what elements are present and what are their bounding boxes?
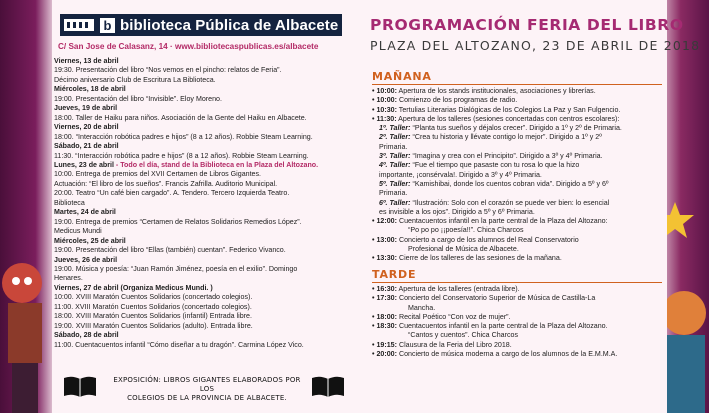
schedule-text: “Crea tu historia y llévate contigo lo mejor”. Dirigido a 1º y 2º [410,133,602,142]
schedule-text: Cuentacuentos infantil en la parte central de la Plaza del Altozano. [396,322,608,331]
agenda-date: Sábado, 28 de abril [54,331,119,340]
schedule-item [372,226,672,235]
schedule-text: “Imagina y crea con el Principito”. Dirigido a 3º y 4º Primaria. [410,152,603,161]
exhibition-line-1: EXPOSICIÓN: LIBROS GIGANTES ELABORADOS POR LOS [113,376,301,393]
schedule-text: “Planta tus sueños y déjalos crecer”. Dirigido a 1º y 2º de Primaria. [410,124,622,133]
schedule-time: • 19:15: [372,340,397,349]
agenda-date: Martes, 24 de abril [54,208,116,217]
open-book-icon [62,374,98,398]
schedule-time: • 18:00: [372,312,397,321]
schedule-item [372,96,672,105]
agenda-item: 19:00. Presentación del libro “Ellas (también) cuentan”. Federico Vivanco. [54,246,286,255]
schedule-item [372,331,672,340]
morning-schedule [372,87,672,264]
schedule-text: Concierto a cargo de los alumnos del Real Conservatorio [396,235,579,244]
schedule-text: “Cantos y cuentos”. Chica Charcos [408,331,518,340]
schedule-item [372,189,672,198]
agenda-item: 19:00. Entrega de premios “Certamen de Relatos Solidarios Remedios López”. [54,217,302,226]
agenda-date: Jueves, 26 de abril [54,255,118,264]
library-address: C/ San Jose de Calasanz, 14 · www.bibliotecaspublicas.es/albacete [58,42,319,51]
schedule-text: “Kamishibai, donde los cuentos cobran vida”. Dirigido a 5º y 6º [410,179,609,188]
schedule-time: • 17:30: [372,294,397,303]
schedule-text: Concierto de música moderna a cargo de los alumnos de la E.M.M.A. [396,350,618,359]
schedule-text: “Ilustración: Solo con el corazón se puede ver bien: lo esencial [410,198,610,207]
workshop-label: 2º. Taller: [379,133,411,142]
schedule-text: “Fue el tiempo que pasaste con tu rosa lo que la hizo [410,161,580,170]
schedule-time: • 10:00: [372,87,397,95]
robot-illustration [0,233,60,413]
schedule-item [372,171,672,180]
exhibition-text [112,376,302,403]
agenda-item: 18:00. “Interacción robótica padres e hijos” (8 a 12 años). Robbie Steam Learning. [54,132,313,141]
schedule-text: Apertura de los talleres (sesiones concertadas con centros escolares): [396,114,620,123]
schedule-item [372,341,672,350]
schedule-item [372,285,672,294]
workshop-label: 3º. Taller: [379,152,411,161]
schedule-item [372,217,672,226]
schedule-item [372,294,672,303]
exhibition-line-2: COLEGIOS DE LA PROVINCIA DE ALBACETE. [127,394,287,402]
library-building-icon [64,17,96,33]
agenda-item: 19:00. Presentación del libro “Invisible”. Eloy Moreno. [54,94,222,103]
schedule-item [372,350,672,359]
schedule-item [372,115,672,124]
schedule-item [372,208,672,217]
schedule-item [372,161,672,170]
agenda-item: Henares. [54,274,83,283]
schedule-item [372,180,672,189]
schedule-item [372,87,672,96]
workshop-label: 4º. Taller: [379,161,411,170]
schedule-text: Cierre de los talleres de las sesiones de la mañana. [396,254,562,263]
schedule-text: Mancha. [408,303,436,312]
agenda-date: Sábado, 21 de abril [54,142,119,151]
program-title: PROGRAMACIÓN FERIA DEL LIBRO [370,16,684,34]
agenda-date: Miércoles, 25 de abril [54,236,126,245]
schedule-item [372,254,672,263]
schedule-text: Profesional de Música de Albacete. [408,245,519,254]
schedule-text: importante, ¡consérvala!. Dirigido a 3º y 4º Primaria. [379,170,542,179]
agenda-date: Viernes, 27 de abril (Organiza Medicus Mundi. ) [54,283,213,292]
agenda-item: 10:00. XVIII Maratón Cuentos Solidarios (concertado colegios). [54,293,253,302]
schedule-item [372,304,672,313]
schedule-item [372,133,672,142]
agenda-item: 11:00. Cuentacuentos infantil “Cómo diseñar a tu dragón”. Carmina López Vico. [54,340,304,349]
schedule-item [372,313,672,322]
schedule-text: Clausura de la Feria del Libro 2018. [396,340,512,349]
agenda-item: 19:00. XVIII Maratón Cuentos Solidarios (adulto). Entrada libre. [54,321,253,330]
agenda-item: 18:00. XVIII Maratón Cuentos Solidarios (infantil) Entrada libre. [54,312,252,321]
agenda-item: 19:00. Música y poesía: “Juan Ramón Jiménez, poesía en el exilio”. Domingo [54,264,298,273]
schedule-time: • 13:00: [372,235,397,244]
afternoon-heading: TARDE [372,268,417,281]
schedule-text: Cuentacuentos infantil en la parte central de la Plaza del Altozano: [396,217,608,226]
agenda-item: 18:00. Taller de Haiku para niños. Asociación de la Gente del Haiku en Albacete. [54,113,307,122]
agenda-list [54,57,350,350]
schedule-item [372,236,672,245]
schedule-text: Apertura de los talleres (entrada libre). [396,285,520,293]
schedule-item [372,124,672,133]
schedule-time: • 16:30: [372,285,397,293]
agenda-item: Medicus Mundi [54,227,102,236]
morning-divider [372,84,662,85]
schedule-time: • 10:30: [372,105,397,114]
schedule-text: Tertulias Literarias Dialógicas de los Colegios La Paz y San Fulgencio. [396,105,621,114]
schedule-text: Apertura de los stands institucionales, asociaciones y librerías. [396,87,596,95]
schedule-text: Primaria. [379,142,408,151]
schedule-item [372,143,672,152]
schedule-time: • 13:30: [372,254,397,263]
library-banner [60,14,342,36]
schedule-time: • 12:00: [372,217,397,226]
agenda-date: Miércoles, 18 de abril [54,85,126,94]
agenda-item: 11:00. XVIII Maratón Cuentos Solidarios (concertado colegios). [54,302,252,311]
morning-heading: MAÑANA [372,70,432,83]
agenda-date: Jueves, 19 de abril [54,104,118,113]
schedule-time: • 18:30: [372,322,397,331]
schedule-time: • 20:00: [372,350,397,359]
content-area [52,0,701,413]
schedule-item [372,245,672,254]
schedule-text: “Po po po ¡¡poesía!!”. Chica Charcos [408,226,524,235]
open-book-icon [310,374,346,398]
schedule-item [372,152,672,161]
agenda-item: 19:30. Presentación del libro “Nos vemos en el pincho: relatos de Feria”. [54,66,282,75]
afternoon-divider [372,282,662,283]
library-logo-letter: b [100,18,115,33]
agenda-item: 20:00. Teatro “Un café bien cargado”. A. Tendero. Tercero Izquierda Teatro. [54,189,290,198]
schedule-text: Primaria. [379,189,408,198]
schedule-item [372,106,672,115]
agenda-item: 10:00. Entrega de premios del XVII Certamen de Libros Gigantes. [54,170,262,179]
schedule-item [372,322,672,331]
exhibition-footer [62,372,347,404]
agenda-item: Décimo aniversario Club de Escritura La Biblioteca. [54,75,216,84]
agenda-highlight: - Todo el día, stand de la Biblioteca en la Plaza del Altozano. [113,160,319,169]
workshop-label: 1º. Taller: [379,124,411,133]
schedule-item [372,199,672,208]
agenda-item: Biblioteca [54,198,85,207]
schedule-text: Concierto del Conservatorio Superior de Música de Castilla-La [396,294,596,303]
agenda-item: 11:30. “Interacción robótica padre e hijos” (8 a 12 años). Robbie Steam Learning. [54,151,309,160]
agenda-date: Lunes, 23 de abril [54,160,114,169]
agenda-date: Viernes, 20 de abril [54,123,119,132]
schedule-time: • 10:00: [372,96,397,105]
workshop-label: 5º. Taller: [379,179,411,188]
afternoon-schedule [372,285,672,359]
program-subtitle: PLAZA DEL ALTOZANO, 23 DE ABRIL DE 2018 [370,38,701,53]
workshop-label: 6º. Taller: [379,198,411,207]
agenda-date: Viernes, 13 de abril [54,57,119,65]
library-name: biblioteca Pública de Albacete [120,16,339,34]
schedule-text: Recital Poético “Con voz de mujer”. [396,312,511,321]
agenda-item: Actuación: “El libro de los sueños”. Francis Zafrilla. Auditorio Municipal. [54,179,278,188]
schedule-time: • 11:30: [372,114,397,123]
schedule-text: Comienzo de los programas de radio. [396,96,518,105]
schedule-text: es invisible a los ojos”. Dirigido a 5º y 6º Primaria. [379,207,535,216]
agenda-line [54,161,350,170]
